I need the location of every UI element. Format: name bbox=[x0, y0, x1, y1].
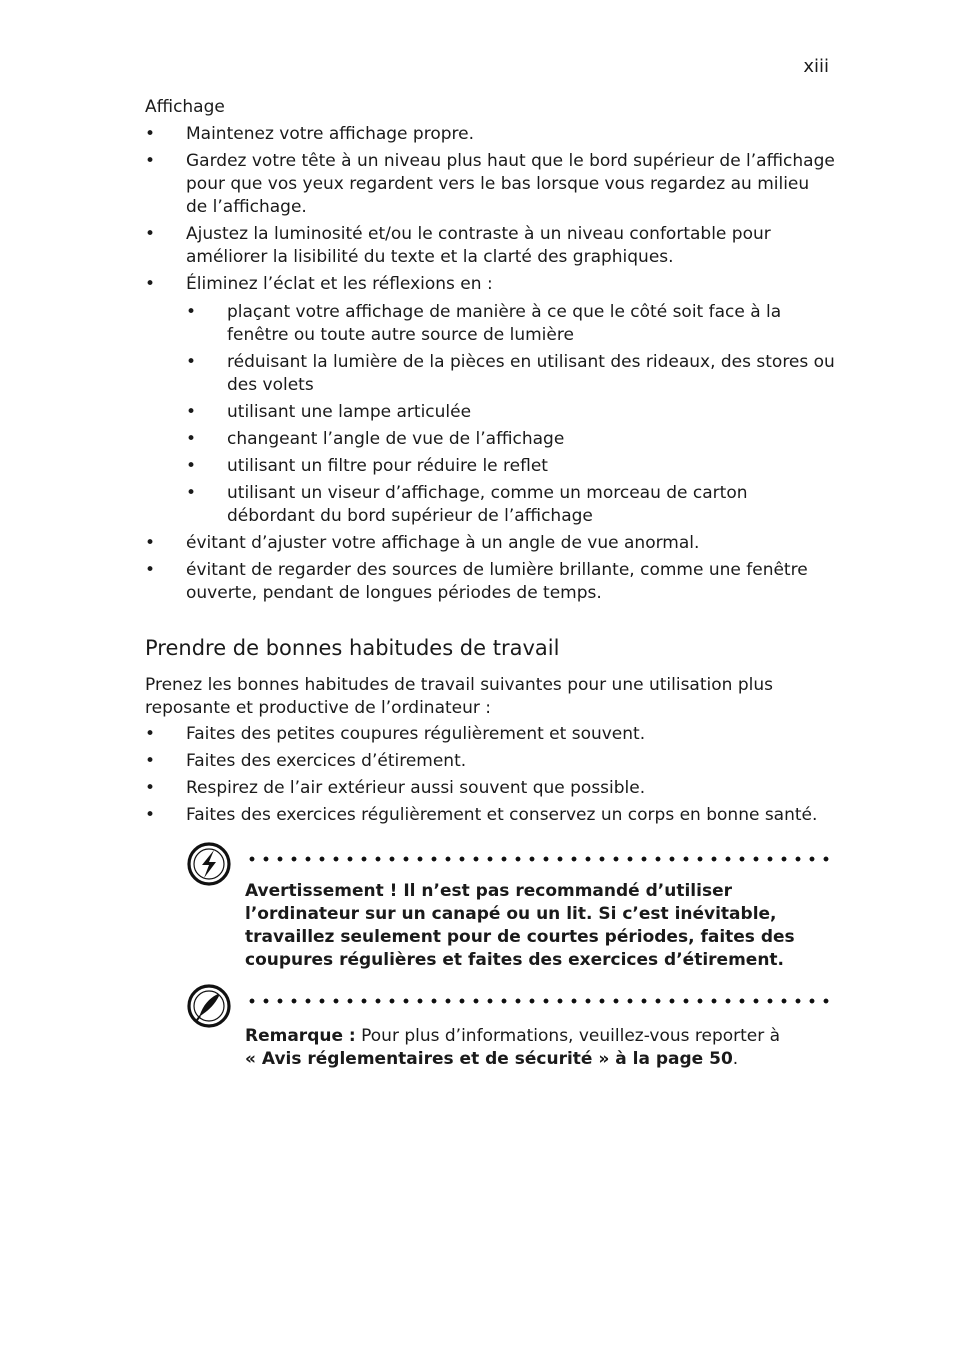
list-item: • Maintenez votre affichage propre. bbox=[145, 123, 835, 146]
list-item: • Faites des petites coupures régulièrement et souvent. bbox=[145, 723, 835, 746]
list-item: • Respirez de l’air extérieur aussi souvent que possible. bbox=[145, 777, 835, 800]
list-item: • Ajustez la luminosité et/ou le contraste à un niveau confortable pour améliorer la lisibilité du texte et la clarté des graphiques. bbox=[145, 223, 835, 269]
sub-list-item: • utilisant un viseur d’affichage, comme un morceau de carton débordant du bord supérieur de l’affichage bbox=[186, 482, 835, 528]
list-item: • évitant d’ajuster votre affichage à un angle de vue anormal. bbox=[145, 532, 835, 555]
callout-divider bbox=[245, 856, 835, 862]
sub-list-item: • utilisant une lampe articulée bbox=[186, 401, 835, 424]
warning-text: Avertissement ! Il n’est pas recommandé d’utiliser l’ordinateur sur un canapé ou un lit. Si c’est inévitable, travaillez seulement pour de courtes périodes, faites des coupures régulières et faites des exercices d’étirement. bbox=[245, 881, 795, 970]
list-item: • Gardez votre tête à un niveau plus haut que le bord supérieur de l’affichage pour que vos yeux regardent vers le bas lorsque vous regardez au milieu de l’affichage. bbox=[145, 150, 835, 219]
sub-list-item: • réduisant la lumière de la pièces en utilisant des rideaux, des stores ou des volets bbox=[186, 351, 835, 397]
habits-list bbox=[145, 723, 835, 827]
section-heading: Prendre de bonnes habitudes de travail bbox=[145, 636, 560, 660]
display-list bbox=[145, 123, 835, 605]
page-content bbox=[145, 96, 835, 831]
note-text-block bbox=[245, 1025, 835, 1071]
list-item-text: Éliminez l’éclat et les réflexions en : bbox=[186, 274, 493, 294]
list-item: • Faites des exercices d’étirement. bbox=[145, 750, 835, 773]
note-pen-icon bbox=[185, 982, 233, 1030]
sub-list-item: • changeant l’angle de vue de l’affichage bbox=[186, 428, 835, 451]
sub-list-item: • plaçant votre affichage de manière à ce que le côté soit face à la fenêtre ou toute autre source de lumière bbox=[186, 301, 835, 347]
note-callout bbox=[185, 982, 835, 1082]
note-reference-link[interactable]: « Avis réglementaires et de sécurité » à la page 50 bbox=[245, 1049, 733, 1069]
callout-divider bbox=[245, 998, 835, 1004]
page-number: xiii bbox=[803, 56, 829, 77]
section-intro: Prenez les bonnes habitudes de travail suivantes pour une utilisation plus reposante et productive de l’ordinateur : bbox=[145, 675, 773, 718]
note-text: Pour plus d’informations, veuillez-vous reporter à bbox=[355, 1026, 781, 1046]
list-item-with-sublist bbox=[145, 273, 835, 528]
note-end: . bbox=[732, 1049, 739, 1069]
list-item: • Faites des exercices régulièrement et conservez un corps en bonne santé. bbox=[145, 804, 835, 827]
section-label-display: Affichage bbox=[145, 97, 225, 117]
sub-list-item: • utilisant un filtre pour réduire le reflet bbox=[186, 455, 835, 478]
warning-callout bbox=[185, 840, 835, 975]
warning-lightning-icon bbox=[185, 840, 233, 888]
list-item: • évitant de regarder des sources de lumière brillante, comme une fenêtre ouverte, pendant de longues périodes de temps. bbox=[145, 559, 835, 605]
glare-sublist bbox=[186, 301, 835, 528]
note-label: Remarque : bbox=[245, 1026, 356, 1046]
